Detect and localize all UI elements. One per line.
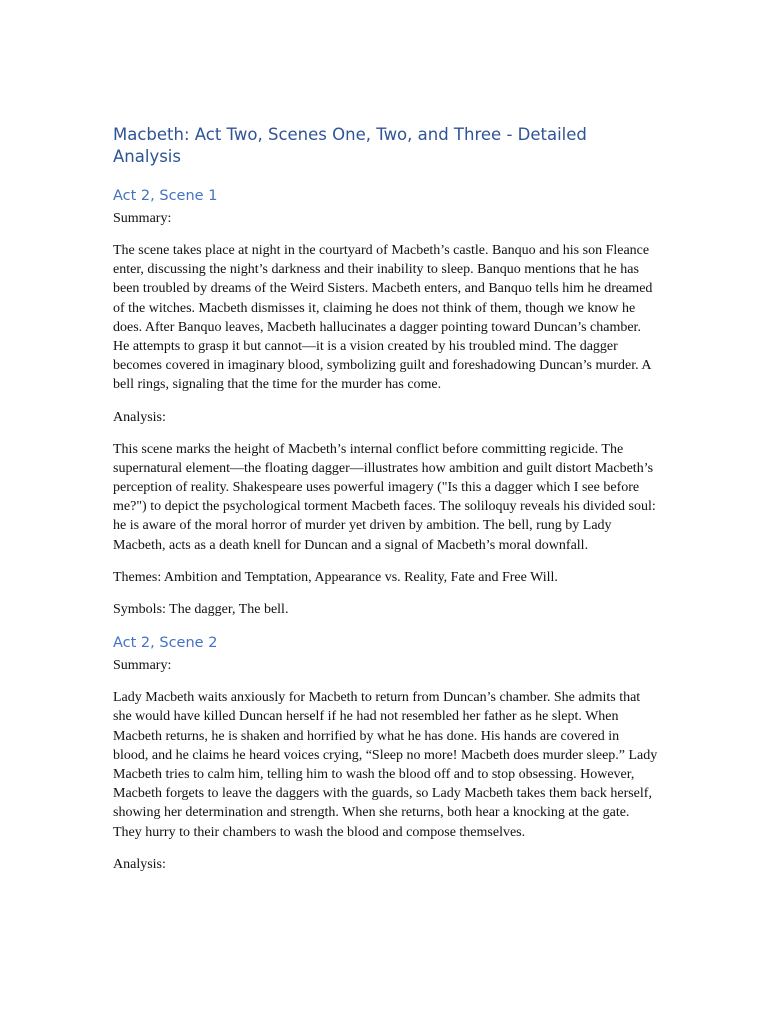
document-title: Macbeth: Act Two, Scenes One, Two, and Three - Detailed Analysis [113, 125, 587, 166]
section-heading: Act 2, Scene 1 [113, 188, 218, 204]
summary-paragraph: The scene takes place at night in the courtyard of Macbeth’s castle. Banquo and his son Fleance enter, discussing the night’s darkness and their inability to sleep. Banquo mentions that he has been troubled by dreams of the Weird Sisters. Macbeth enters, and Banquo tells him he dreamed of the witches. Macbeth dismisses it, claiming he does not think of them, though we know he does. After Banquo leaves, Macbeth hallucinates a dagger pointing toward Duncan’s chamber. He attempts to grasp it but cannot—it is a vision created by his troubled mind. The dagger becomes covered in imaginary blood, symbolizing guilt and foreshadowing Duncan’s murder. A bell rings, signaling that the time for the murder has come. [113, 243, 653, 393]
summary-paragraph: Lady Macbeth waits anxiously for Macbeth to return from Duncan’s chamber. She admits that she would have killed Duncan herself if he had not resembled her father as he slept. When Macbeth returns, he is shaken and horrified by what he has done. His hands are covered in blood, and he claims he heard voices crying, “Sleep no more! Macbeth does murder sleep.” Lady Macbeth tries to calm him, telling him to wash the blood off and to stop obsessing. However, Macbeth forgets to leave the daggers with the guards, so Lady Macbeth takes them back herself, showing her determination and strength. When she returns, both hear a knocking at the gate. They hurry to their chambers to wash the blood and compose themselves. [113, 690, 658, 840]
symbols-line: Symbols: The dagger, The bell. [113, 602, 289, 618]
analysis-paragraph: This scene marks the height of Macbeth’s internal conflict before committing regicide. The supernatural element—the floating dagger—illustrates how ambition and guilt distort Macbeth’s perception of reality. Shakespeare uses powerful imagery ("Is this a dagger which I see before me?") to depict the psychological torment Macbeth faces. The soliloquy reveals his divided soul: he is aware of the moral horror of murder yet driven by ambition. The bell, rung by Lady Macbeth, acts as a death knell for Duncan and a signal of Macbeth’s moral downfall. [113, 441, 656, 553]
analysis-label: Analysis: [113, 409, 166, 425]
section-act2-scene1 [113, 185, 658, 619]
analysis-label: Analysis: [113, 856, 166, 872]
summary-label: Summary: [113, 211, 172, 226]
section-act2-scene2 [113, 632, 658, 874]
section-heading: Act 2, Scene 2 [113, 635, 218, 652]
summary-label: Summary: [113, 658, 172, 674]
themes-line: Themes: Ambition and Temptation, Appearance vs. Reality, Fate and Free Will. [113, 569, 558, 585]
document-page [113, 124, 658, 887]
